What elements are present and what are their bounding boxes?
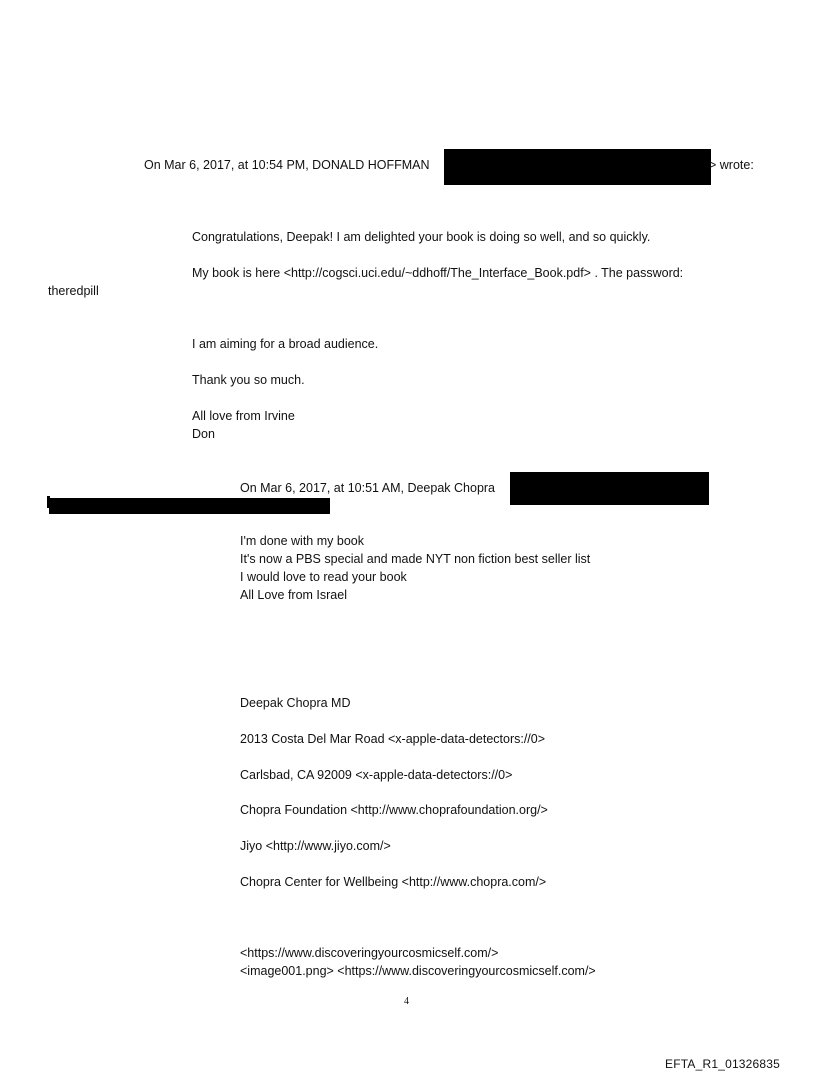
email1-signoff: All love from Irvine bbox=[192, 409, 295, 423]
signature-image-link: <image001.png> <https://www.discoveringyourcosmicself.com/> bbox=[240, 964, 596, 978]
signature-address-line2: Carlsbad, CA 92009 <x-apple-data-detectors://0> bbox=[240, 768, 513, 782]
email1-header-suffix: > wrote: bbox=[709, 158, 754, 172]
email1-line2: My book is here <http://cogsci.uci.edu/~ddhoff/The_Interface_Book.pdf> . The password: bbox=[192, 266, 684, 280]
email2-body-line: I'm done with my book bbox=[240, 534, 364, 548]
email1-line4: Thank you so much. bbox=[192, 373, 305, 387]
email1-header-prefix: On Mar 6, 2017, at 10:54 PM, DONALD HOFFMAN bbox=[144, 158, 430, 172]
email2-body-line: All Love from Israel bbox=[240, 588, 347, 602]
email1-signature-name: Don bbox=[192, 427, 215, 441]
signature-foundation-link: Chopra Foundation <http://www.choprafoundation.org/> bbox=[240, 803, 548, 817]
email2-body-line: It's now a PBS special and made NYT non fiction best seller list bbox=[240, 552, 591, 566]
email2-body-line: I would love to read your book bbox=[240, 570, 407, 584]
signature-cosmic-self-link: <https://www.discoveringyourcosmicself.com/> bbox=[240, 946, 499, 960]
email1-line2-continuation: theredpill bbox=[48, 284, 99, 298]
signature-name: Deepak Chopra MD bbox=[240, 696, 351, 710]
page-number: 4 bbox=[404, 996, 409, 1007]
signature-jiyo-link: Jiyo <http://www.jiyo.com/> bbox=[240, 839, 391, 853]
signature-address-line1: 2013 Costa Del Mar Road <x-apple-data-detectors://0> bbox=[240, 732, 546, 746]
redaction-block bbox=[444, 149, 711, 185]
email1-line3: I am aiming for a broad audience. bbox=[192, 337, 379, 351]
signature-center-link: Chopra Center for Wellbeing <http://www.chopra.com/> bbox=[240, 875, 547, 889]
document-id: EFTA_R1_01326835 bbox=[665, 1057, 781, 1071]
redaction-block bbox=[49, 498, 330, 514]
email2-header-prefix: On Mar 6, 2017, at 10:51 AM, Deepak Chopra bbox=[240, 481, 496, 495]
redaction-block bbox=[510, 472, 709, 505]
email1-line1: Congratulations, Deepak! I am delighted your book is doing so well, and so quickly. bbox=[192, 230, 651, 244]
